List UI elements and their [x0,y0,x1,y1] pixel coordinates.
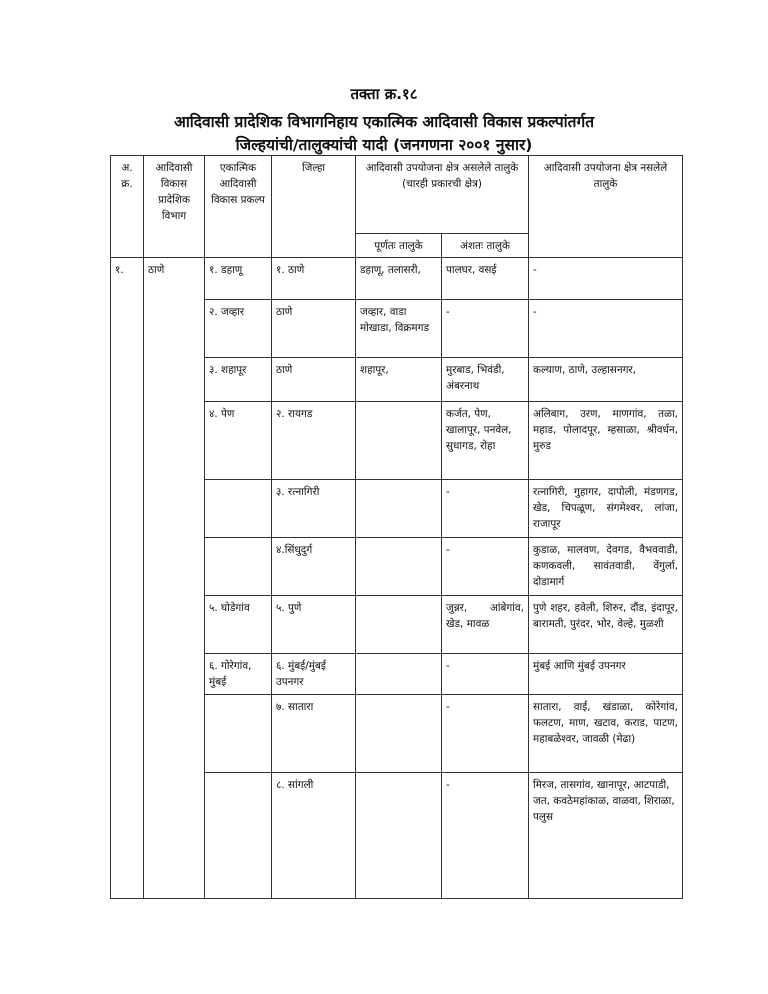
col-header-division: आदिवासी विकास प्रादेशिक विभाग [144,156,205,258]
cell-non-tsp: मुंबई आणि मुंबई उपनगर [529,654,683,695]
cell-full [356,654,442,695]
col-header-tsp-talukas: आदिवासी उपयोजना क्षेत्र असलेले तालुके (चारही प्रकारची क्षेत्र) [356,156,529,234]
cell-partial: पालघर, वसई [442,258,529,300]
cell-full [356,773,442,899]
cell-project [205,773,272,899]
cell-non-tsp: कल्याण, ठाणे, उल्हासनगर, [529,358,683,402]
cell-full [356,596,442,654]
cell-district: ६. मुंबई/मुंबई उपनगर [272,654,356,695]
cell-partial: - [442,300,529,358]
cell-sr: १. [111,258,144,899]
cell-non-tsp: कुडाळ, मालवण, देवगड, वैभववाडी, कणकवली, सावंतवाडी, वेंगुर्ला, दोडामार्ग [529,538,683,596]
cell-partial: जुन्नर, आंबेगांव, खेड, मावळ [442,596,529,654]
table-row [111,258,683,300]
cell-district: ७. सातारा [272,695,356,773]
col-header-full-talukas: पूर्णतः तालुके [356,234,442,258]
cell-non-tsp: अलिबाग, उरण, माणगांव, तळा, महाड, पोलादपूर, म्हसाळा, श्रीवर्धन, मुरुड [529,402,683,480]
cell-full: जव्हार, वाडा मोखाडा, विक्रमगड [356,300,442,358]
cell-full: डहाणू, तलासरी, [356,258,442,300]
table-title-line-1: आदिवासी प्रादेशिक विभागनिहाय एकात्मिक आदिवासी विकास प्रकल्पांतर्गत [173,113,595,131]
cell-district: ५. पुणे [272,596,356,654]
cell-project: ६. गोरेगांव, मुंबई [205,654,272,695]
cell-project: ४. पेण [205,402,272,480]
cell-project: ३. शहापूर [205,358,272,402]
col-header-sr: अ. क्र. [111,156,144,258]
cell-project [205,480,272,538]
col-header-non-tsp-talukas: आदिवासी उपयोजना क्षेत्र नसलेले तालुके [529,156,683,258]
cell-non-tsp: सातारा, वाई, खंडाळा, कोरेगांव, फलटण, माण, खटाव, कराड, पाटण, महाबळेश्वर, जावळी (मेढा) [529,695,683,773]
cell-project: २. जव्हार [205,300,272,358]
cell-full [356,402,442,480]
cell-full [356,538,442,596]
tribal-taluka-table [110,155,683,899]
col-header-district: जिल्हा [272,156,356,258]
cell-district: ३. रत्नागिरी [272,480,356,538]
cell-project [205,538,272,596]
cell-full [356,480,442,538]
cell-district: २. रायगड [272,402,356,480]
cell-non-tsp: - [529,300,683,358]
cell-district: ४.सिंधुदुर्ग [272,538,356,596]
col-header-project: एकात्मिक आदिवासी विकास प्रकल्प [205,156,272,258]
cell-partial: - [442,538,529,596]
cell-non-tsp: पुणे शहर, हवेली, शिरुर, दौंड, इंदापूर, बारामती, पुरंदर, भोर, वेल्हे, मुळशी [529,596,683,654]
cell-project: १. डहाणू [205,258,272,300]
cell-district: ८. सांगली [272,773,356,899]
col-header-partial-talukas: अंशतः तालुके [442,234,529,258]
cell-non-tsp: - [529,258,683,300]
table-title-line-2: जिल्हयांची/तालुक्यांची यादी (जनगणना २००१ नुसार) [235,136,533,154]
cell-district: ठाणे [272,300,356,358]
cell-full [356,695,442,773]
table-number-title: तक्ता क्र.१८ [350,85,418,103]
cell-partial: कर्जत, पेण, खालापूर, पनवेल, सुधागड, रोहा [442,402,529,480]
cell-partial: मुरबाड, भिवंडी, अंबरनाथ [442,358,529,402]
cell-non-tsp: मिरज, तासगांव, खानापूर, आटपाडी, जत, कवठेमहांकाळ, वाळवा, शिराळा, पलुस [529,773,683,899]
cell-district: ठाणे [272,358,356,402]
cell-district: १. ठाणे [272,258,356,300]
cell-partial: - [442,773,529,899]
cell-project [205,695,272,773]
cell-full: शहापूर, [356,358,442,402]
cell-partial: - [442,695,529,773]
cell-division: ठाणे [144,258,205,899]
cell-partial: - [442,480,529,538]
header-row [111,156,683,234]
cell-partial: - [442,654,529,695]
cell-project: ५. घोडेगांव [205,596,272,654]
cell-non-tsp: रत्नागिरी, गुहागर, दापोली, मंडणगड, खेड, चिपळूण, संगमेश्वर, लांजा, राजापूर [529,480,683,538]
